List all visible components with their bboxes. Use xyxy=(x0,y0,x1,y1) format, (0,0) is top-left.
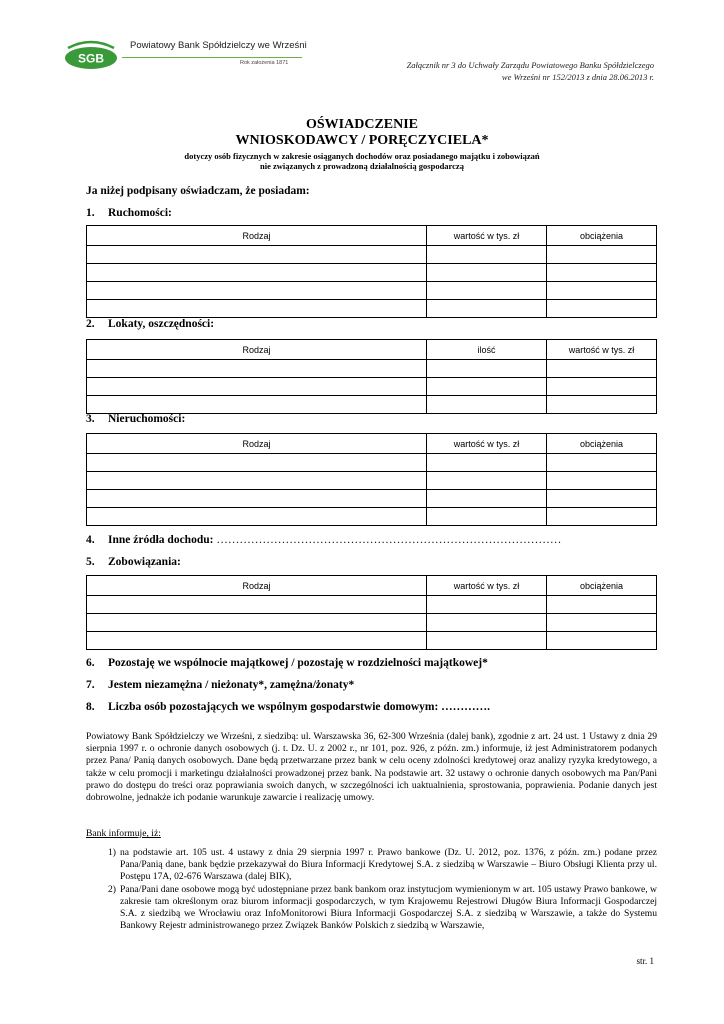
section-label: Nieruchomości: xyxy=(108,413,186,425)
table-row xyxy=(87,264,657,282)
section-8-heading xyxy=(86,701,490,713)
information-list xyxy=(108,847,657,932)
bank-informs-heading: Bank informuje, iż: xyxy=(86,828,161,839)
list-item-text: na podstawie art. 105 ust. 4 ustawy z dnia 29 sierpnia 1997 r. Prawo bankowe (Dz. U. 2012, poz. 1376, z późn. zm.) podane przez Pana/Panią dane, bank będzie przekazywał do Biura Informacji Kredytowej S.A. z siedzibą w Warszawie – Biuro Obsługi Klienta przy ul. Postępu 17A, 02-676 Warszawa (dalej BIK), xyxy=(120,847,657,883)
column-header: wartość w tys. zł xyxy=(427,434,547,454)
table-cell[interactable] xyxy=(547,508,657,526)
table-movables xyxy=(86,225,657,318)
table-cell[interactable] xyxy=(427,246,547,264)
list-item xyxy=(108,847,657,884)
table-cell[interactable] xyxy=(547,614,657,632)
table-real-estate xyxy=(86,433,657,526)
table-row xyxy=(87,596,657,614)
table-cell[interactable] xyxy=(427,264,547,282)
column-header: obciążenia xyxy=(547,576,657,596)
document-subtitle xyxy=(0,151,724,171)
section-label: Ruchomości: xyxy=(108,207,172,219)
section-7-heading xyxy=(86,679,354,691)
table-row xyxy=(87,508,657,526)
table-cell[interactable] xyxy=(547,472,657,490)
table-cell[interactable] xyxy=(87,300,427,318)
section-5-heading xyxy=(86,556,181,568)
column-header: Rodzaj xyxy=(87,576,427,596)
list-item-text: Pana/Pani dane osobowe mogą być udostępniane przez bank bankom oraz instytucjom wymienionym w art. 105 ustawy Prawo bankowe, w zakresie tam określonym oraz biurom informacji gospodarczych, w tym Krajowemu Rejestrowi Długów Biura Informacji Gospodarczej S.A. z siedzibą we Wrocławiu oraz InfoMonitorowi Biura Informacji Gospodarczej S.A. z siedzibą w Warszawie, a także do Systemu Bankowy Rejestr administrowanego przez Związek Banków Polskich z siedzibą w Warszawie, xyxy=(120,883,657,932)
bank-founded: Rok założenia 1871 xyxy=(240,60,289,66)
section-3-heading xyxy=(86,413,185,425)
column-header: wartość w tys. zł xyxy=(427,226,547,246)
table-cell[interactable] xyxy=(547,360,657,378)
table-header-row xyxy=(87,434,657,454)
list-item-number: 2) xyxy=(108,883,116,895)
table-cell[interactable] xyxy=(427,490,547,508)
section-number: 1. xyxy=(86,207,95,219)
section-label: Pozostaję we wspólnocie majątkowej / pozostaję w rozdzielności majątkowej* xyxy=(108,657,488,669)
section-label: Liczba osób pozostających we wspólnym gospodarstwie domowym: …………. xyxy=(108,701,491,713)
table-header-row xyxy=(87,576,657,596)
table-cell[interactable] xyxy=(427,300,547,318)
table-row xyxy=(87,378,657,396)
section-label: Lokaty, oszczędności: xyxy=(108,318,215,330)
column-header: wartość w tys. zł xyxy=(427,576,547,596)
section-number: 6. xyxy=(86,657,95,669)
annex-line-2: we Wrześni nr 152/2013 z dnia 28.06.2013 r. xyxy=(501,71,654,82)
sgb-logo xyxy=(62,40,120,70)
table-cell[interactable] xyxy=(87,378,427,396)
other-income-field[interactable]: ……………………………………………………………………………… xyxy=(216,534,562,546)
table-cell[interactable] xyxy=(547,396,657,414)
table-cell[interactable] xyxy=(427,360,547,378)
section-label: Inne źródła dochodu: xyxy=(108,534,214,546)
section-number: 4. xyxy=(86,534,95,546)
section-label: Jestem niezamężna / nieżonaty*, zamężna/żonaty* xyxy=(108,679,355,691)
table-cell[interactable] xyxy=(547,246,657,264)
subtitle-line-2: nie związanych z prowadzoną działalnością gospodarczą xyxy=(260,161,464,171)
table-cell[interactable] xyxy=(427,632,547,650)
table-cell[interactable] xyxy=(547,632,657,650)
annex-line-1: Załącznik nr 3 do Uchwały Zarządu Powiatowego Banku Spółdzielczego xyxy=(406,60,654,70)
table-row xyxy=(87,396,657,414)
table-cell[interactable] xyxy=(87,632,427,650)
table-cell[interactable] xyxy=(547,282,657,300)
table-row xyxy=(87,490,657,508)
table-cell[interactable] xyxy=(87,264,427,282)
section-number: 8. xyxy=(86,701,95,713)
table-liabilities xyxy=(86,575,657,650)
column-header: Rodzaj xyxy=(87,434,427,454)
table-cell[interactable] xyxy=(547,264,657,282)
table-row xyxy=(87,454,657,472)
column-header: obciążenia xyxy=(547,434,657,454)
table-header-row xyxy=(87,340,657,360)
table-cell[interactable] xyxy=(427,378,547,396)
table-cell[interactable] xyxy=(87,596,427,614)
column-header: Rodzaj xyxy=(87,340,427,360)
table-cell[interactable] xyxy=(87,490,427,508)
section-number: 3. xyxy=(86,413,95,425)
column-header: obciążenia xyxy=(547,226,657,246)
table-cell[interactable] xyxy=(547,300,657,318)
column-header: wartość w tys. zł xyxy=(547,340,657,360)
header-divider xyxy=(122,57,302,58)
section-6-heading xyxy=(86,657,488,669)
table-cell[interactable] xyxy=(427,282,547,300)
table-header-row xyxy=(87,226,657,246)
table-cell[interactable] xyxy=(87,508,427,526)
table-row xyxy=(87,614,657,632)
table-cell[interactable] xyxy=(87,614,427,632)
bank-name: Powiatowy Bank Spółdzielczy we Wrześni xyxy=(130,40,307,51)
table-row xyxy=(87,246,657,264)
table-row xyxy=(87,282,657,300)
table-row xyxy=(87,300,657,318)
privacy-paragraph: Powiatowy Bank Spółdzielczy we Wrześni, z siedzibą: ul. Warszawska 36, 62-300 Września (dalej bank), zgodnie z art. 24 ust. 1 Ustawy z dnia 29 sierpnia 1997 r. o ochronie danych osobowych (j. t. Dz. U. z 2002 r., nr 101, poz. 926, z późn. zm.) informuje, iż jest Administratorem podanych przez Pana/ Panią danych osobowych. Dane będą przetwarzane przez bank w celu oceny zdolności kredytowej oraz analizy ryzyka kredytowego, a także w celu promocji i marketingu działalności prowadzonej przez bank. Na podstawie art. 32 ustawy o ochronie danych osobowych ma Pan/Pani prawo do dostępu do treści oraz poprawiania swoich danych, w szczególności ich uaktualnienia, sprostowania, poprawienia. Podanie danych jest dobrowolne, jednakże ich podanie warunkuje zawarcie i realizację umowy. xyxy=(86,731,657,804)
table-cell[interactable] xyxy=(427,454,547,472)
table-cell[interactable] xyxy=(87,454,427,472)
table-cell[interactable] xyxy=(87,472,427,490)
table-cell[interactable] xyxy=(427,396,547,414)
section-1-heading xyxy=(86,207,172,219)
table-cell[interactable] xyxy=(547,454,657,472)
table-row xyxy=(87,632,657,650)
document-title: OŚWIADCZENIE xyxy=(305,117,419,132)
table-cell[interactable] xyxy=(87,246,427,264)
section-number: 2. xyxy=(86,318,95,330)
subtitle-line-1: dotyczy osób fizycznych w zakresie osiąganych dochodów oraz posiadanego majątku i zobowiązań xyxy=(184,151,540,161)
section-number: 5. xyxy=(86,556,95,568)
table-cell[interactable] xyxy=(427,508,547,526)
section-label: Zobowiązania: xyxy=(108,556,181,568)
table-deposits xyxy=(86,339,657,414)
column-header: Rodzaj xyxy=(87,226,427,246)
section-number: 7. xyxy=(86,679,95,691)
column-header: ilość xyxy=(427,340,547,360)
annex-note xyxy=(334,60,654,83)
page-number: str. 1 xyxy=(636,956,654,966)
section-4-heading xyxy=(86,534,561,546)
table-cell[interactable] xyxy=(87,282,427,300)
table-cell[interactable] xyxy=(427,614,547,632)
table-cell[interactable] xyxy=(87,396,427,414)
table-cell[interactable] xyxy=(547,378,657,396)
document-title-role: WNIOSKODAWCY / PORĘCZYCIELA* xyxy=(235,133,489,148)
logo-text: SGB xyxy=(77,51,105,66)
table-row xyxy=(87,472,657,490)
table-cell[interactable] xyxy=(547,490,657,508)
table-cell[interactable] xyxy=(427,596,547,614)
table-cell[interactable] xyxy=(427,472,547,490)
section-2-heading xyxy=(86,318,214,330)
intro-statement: Ja niżej podpisany oświadczam, że posiadam: xyxy=(86,185,310,197)
table-cell[interactable] xyxy=(547,596,657,614)
list-item-number: 1) xyxy=(108,847,116,858)
list-item xyxy=(108,884,657,933)
table-row xyxy=(87,360,657,378)
table-cell[interactable] xyxy=(87,360,427,378)
